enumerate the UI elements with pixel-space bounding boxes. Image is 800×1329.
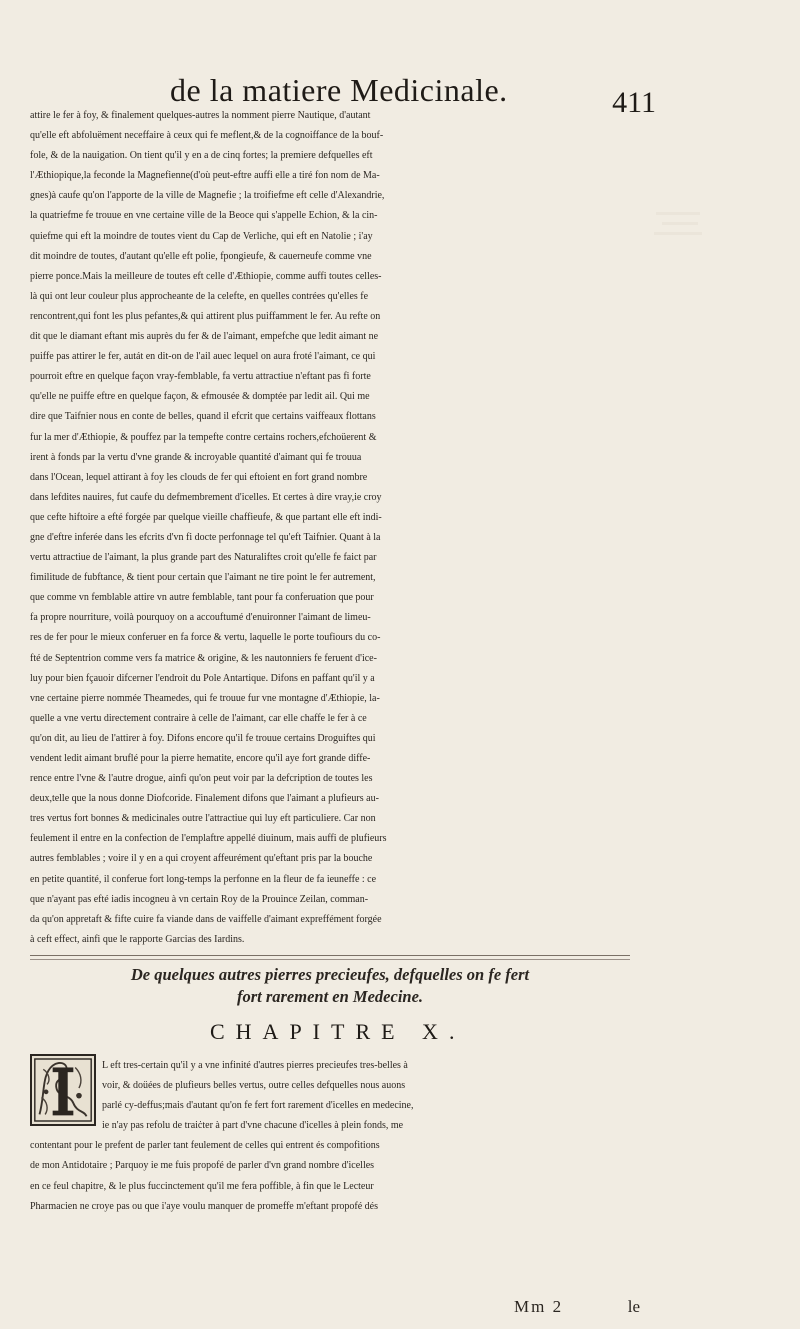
text-line: deux,telle que la nous donne Diofcoride. Finalement difons que l'aimant a plufieurs au- (30, 793, 379, 805)
body-text (30, 106, 640, 950)
chapter-text-line: de mon Antidotaire ; Parquoy ie me fuis propofé de parler d'vn grand nombre d'icelles (30, 1160, 375, 1172)
text-line: puiffe pas attirer le fer, autát en dit-on de l'ail auec lequel on aura froté l'aimant, ce qui (30, 351, 376, 363)
signature-mark: Mm 2 (514, 1297, 564, 1316)
chapter-text-line: parlé cy-deffus;mais d'autant qu'on fe fert fort rarement d'icelles en medecine, (102, 1100, 414, 1112)
text-line: rence entre l'vne & l'autre drogue, ainfi qu'on peut voir par la defcription de toutes les (30, 773, 373, 785)
text-line: pierre ponce.Mais la meilleure de toutes eft celle d'Æthiopie, comme auffi toutes celles- (30, 270, 382, 282)
section-title (30, 964, 630, 1008)
text-line: à ceft effect, ainfi que le rapporte Garcias des Iardins. (30, 933, 245, 945)
text-line: res de fer pour le mieux conferuer en fa force & vertu, laquelle le porte toufiours du co- (30, 632, 381, 644)
text-line: dans l'Ocean, lequel attirant à foy les clouds de fer qui eftoient en fort grand nombre (30, 471, 368, 483)
text-line: qu'elle eft abfoluëment neceffaire à ceux qui fe meflent,& de la cognoiffance de la bouf- (30, 130, 384, 142)
text-line: luy pour bien fçauoir difcerner l'endroit du Pole Antartique. Difons en paffant qu'il y a (30, 672, 375, 684)
chapter-heading: CHAPITRE X. (210, 1019, 466, 1044)
text-line: attire le fer à foy, & finalement quelques-autres la nomment pierre Nautique, d'autant (30, 110, 371, 121)
text-line: l'Æthiopique,la feconde la Magnefienne(d'où peut-eftre auffi elle a tiré fon nom de Ma- (30, 170, 380, 182)
chapter-text-line: Pharmacien ne croye pas ou que i'aye voulu manquer de promeffe m'eftant propofé dés (30, 1200, 379, 1212)
text-line: vendent ledit aimant bruflé pour la pierre hematite, encore qu'il aye fort grande diffe- (30, 753, 371, 764)
text-line: tres vertus fort bonnes & medicinales outre l'attractiue qui luy eft particuliere. Car non (30, 813, 376, 825)
text-line: pourroit eftre en quelque façon vray-femblable, fa vertu attractiue n'eftant pas fi forte (30, 371, 371, 383)
text-line: rencontrent,qui font les plus pefantes,& qui attirent plus puiffamment le fer. Au refte on (30, 310, 381, 322)
text-line: quiefme qui eft la moindre de toutes vient du Cap de Verliche, qui eft en Natolie ; i'ay (30, 230, 373, 242)
text-line: là qui ont leur couleur plus approcheante de la celefte, en quelles contrées qu'elles fe (30, 290, 369, 302)
page-footer (30, 1297, 640, 1319)
text-line: dit moindre de toutes, d'autant qu'elle eft polie, fpongieufe, & cauerneufe comme vne (30, 250, 372, 262)
chapter-text-line: en ce feul chapitre, & le plus fuccinctement qu'il me fera poffible, à fin que le Lecteur (30, 1180, 374, 1192)
marginal-bleed-marks (650, 212, 720, 252)
text-line: dans lefdites nauires, fut caufe du defmembrement d'icelles. Et certes à dire vray,ie croy (30, 491, 382, 503)
text-line: quelle a vne vertu directement contraire à celle de l'aimant, car elle chaffe le fer à ce (30, 712, 367, 724)
chapter-text-line: L eft tres-certain qu'il y a vne infinité d'autres pierres precieufes tres-belles à (102, 1060, 408, 1071)
text-line: la quatriefme fe trouue en vne certaine ville de la Beoce qui s'appelle Echion, & la cin- (30, 210, 378, 222)
text-line: qu'on dit, au lieu de l'attirer à foy. Difons encore qu'il fe trouue certains Droguiftes qui (30, 732, 376, 744)
section-rule-top (30, 955, 630, 956)
text-line: autres femblables ; voire il y en a qui croyent affeurément qu'eftant pris par la bouche (30, 853, 373, 865)
text-line: vertu attractiue de l'aimant, la plus grande part des Naturaliftes croit qu'elle fe faict par (30, 552, 377, 564)
text-line: gne d'eftre inferée dans les efcrits d'vn fi docte perfonnage tel qu'eft Taifnier. Quant à la (30, 531, 381, 543)
section-title-line: fort rarement en Medecine. (236, 987, 424, 1006)
text-line: que n'ayant pas efté iadis incogneu à vn certain Roy de la Prouince Zeilan, comman- (30, 893, 369, 905)
text-line: fimilitude de fubftance, & tient pour certain que l'aimant ne tire point le fer autrement, (30, 572, 376, 584)
text-line: feulement il entre en la confection de l'emplaftre appellé diuinum, mais auffi de plufieurs (30, 833, 387, 845)
text-line: qu'elle ne puiffe eftre en quelque façon, & efmousée & domptée par ledit ail. Qui me (30, 391, 370, 403)
text-line: dit que le diamant eftant mis auprès du fer & de l'aimant, empefche que ledit aimant ne (30, 331, 379, 343)
text-line: gnes)à caufe qu'on l'apporte de la ville de Magnefie ; la troifiefme eft celle d'Alexandrie, (30, 190, 385, 202)
text-line: que comme vn femblable attire vn autre femblable, tant pour fa conferuation que pour (30, 592, 374, 604)
text-line: irent à fonds par la vertu d'vne grande & incroyable quantité d'aimant qui fe trouua (30, 451, 362, 463)
running-title: de la matiere Medicinale. (170, 72, 508, 108)
section-rule-top-inner (30, 959, 630, 960)
text-line: vne certaine pierre nommée Theamedes, qui fe trouue fur vne montagne d'Æthiopie, la- (30, 692, 380, 704)
text-line: que cefte hiftoire a efté forgée par quelque vieille chaffieufe, & que partant elle eft indi- (30, 511, 382, 523)
text-line: fa propre nourriture, voilà pourquoy on a accouftumé d'enuironner l'aimant de limeu- (30, 612, 371, 624)
text-line: en petite quantité, il conferue fort long-temps la perfonne en la fleur de fa ieuneffe : ce (30, 873, 377, 885)
text-line: fole, & de la nauigation. On tient qu'il y en a de cinq fortes; la premiere defquelles eft (30, 150, 373, 162)
catchword: le (627, 1297, 640, 1316)
chapter-text-line: ie n'ay pas refolu de traiċter à part d'vne chacune d'icelles à plein fonds, me (102, 1120, 404, 1132)
chapter-text-line: voir, & doüées de plufieurs belles vertus, outre celles defquelles nous auons (102, 1080, 406, 1092)
text-line: fur la mer d'Æthiopie, & pouffez par la tempefte contre certains rochers,efchoüerent & (30, 431, 377, 443)
chapter-text-line: contentant pour le prefent de parler tant feulement de celles qui entrent és compofitions (30, 1140, 380, 1152)
section-title-line: De quelques autres pierres precieufes, defquelles on fe fert (130, 965, 530, 984)
chapter-body-text (30, 1056, 640, 1217)
text-line: dire que Taifnier nous en conte de belles, quand il efcrit que certains vaiffeaux flottans (30, 411, 376, 423)
folio-number: 411 (612, 86, 656, 119)
text-line: da qu'on appretaft & fifte cuire fa viande dans de vaiffelle d'aimant expreffément forgée (30, 913, 382, 925)
text-line: fté de Septentrion comme vers fa matrice & origine, & les nautonniers fe feruent d'ice- (30, 652, 377, 664)
